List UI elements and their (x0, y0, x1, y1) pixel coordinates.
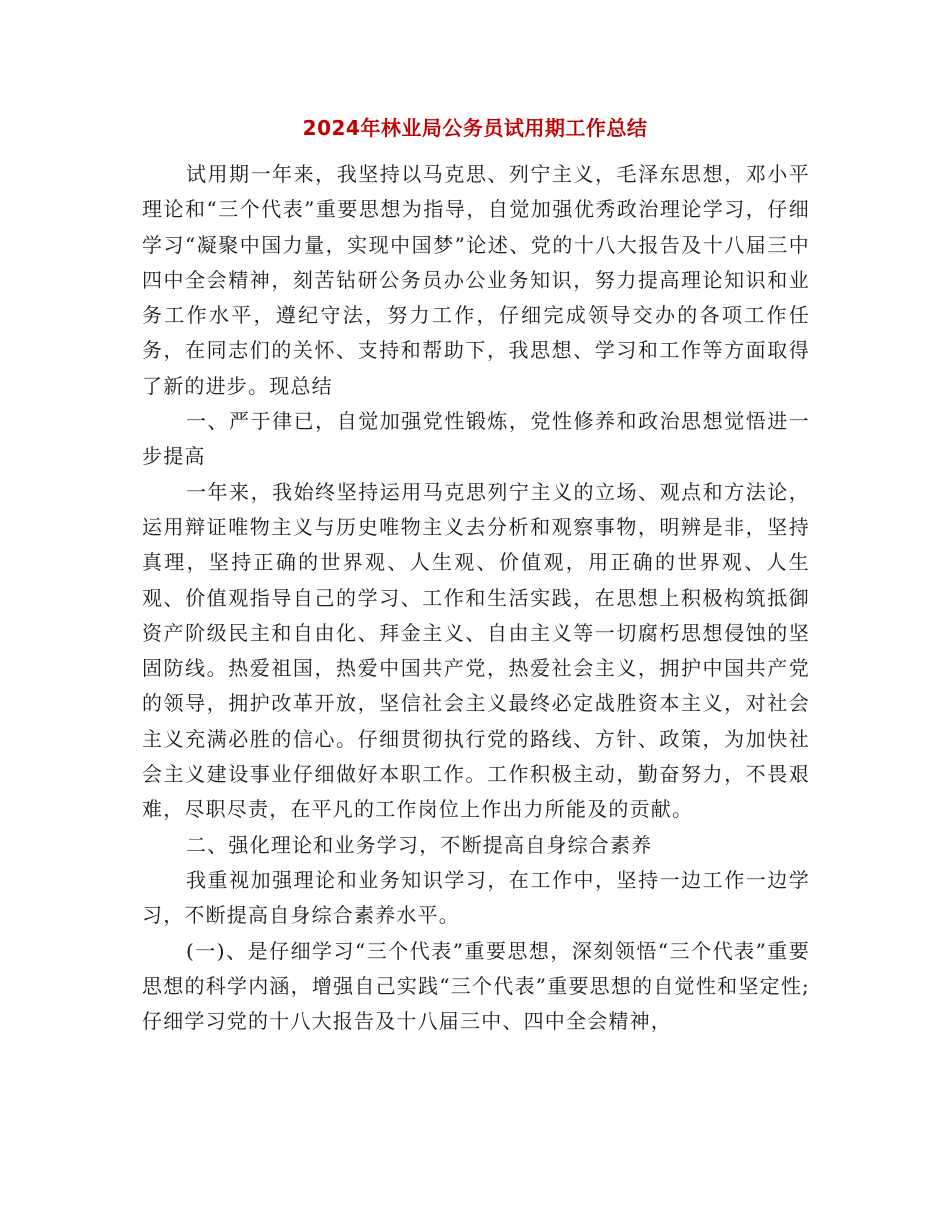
document-title: 2024年林业局公务员试用期工作总结 (302, 116, 648, 140)
paragraph-section-1: 一年来，我始终坚持运用马克思列宁主义的立场、观点和方法论，运用辩证唯物主义与历史唯物主义去分析和观察事物，明辨是非，坚持真理，坚持正确的世界观、人生观、价值观，用正确的世界观、人生观、价值观指导自己的学习、工作和生活实践，在思想上积极构筑抵御资产阶级民主和自由化、拜金主义、自由主义等一切腐朽思想侵蚀的坚固防线。热爱祖国，热爱中国共产党，热爱社会主义，拥护中国共产党的领导，拥护改革开放，坚信社会主义最终必定战胜资本主义，对社会主义充满必胜的信心。仔细贯彻执行党的路线、方针、政策，为加快社会主义建设事业仔细做好本职工作。工作积极主动，勤奋努力，不畏艰难，尽职尽责，在平凡的工作岗位上作出力所能及的贡献。 (142, 479, 810, 822)
section-heading-2: 二、强化理论和业务学习，不断提高自身综合素养 (186, 832, 653, 857)
paragraph-intro: 试用期一年来，我坚持以马克思、列宁主义，毛泽东思想，邓小平理论和“三个代表”重要思想为指导，自觉加强优秀政治理论学习，仔细学习“凝聚中国力量，实现中国梦”论述、党的十八大报告及十八届三中四中全会精神，刻苦钻研公务员办公业务知识，努力提高理论知识和业务工作水平，遵纪守法，努力工作，仔细完成领导交办的各项工作任务，在同志们的关怀、支持和帮助下，我思想、学习和工作等方面取得了新的进步。现总结 (142, 162, 810, 398)
paragraph-subsection-1: (一)、是仔细学习“三个代表”重要思想，深刻领悟“三个代表”重要思想的科学内涵，增强自己实践“三个代表”重要思想的自觉性和坚定性;仔细学习党的十八大报告及十八届三中、四中全会精神， (142, 938, 810, 1034)
paragraph-section-2: 我重视加强理论和业务知识学习，在工作中，坚持一边工作一边学习，不断提高自身综合素养水平。 (142, 867, 810, 928)
section-heading-1: 一、严于律已，自觉加强党性锻炼，党性修养和政治思想觉悟进一步提高 (142, 409, 810, 469)
document-body (142, 157, 810, 1039)
